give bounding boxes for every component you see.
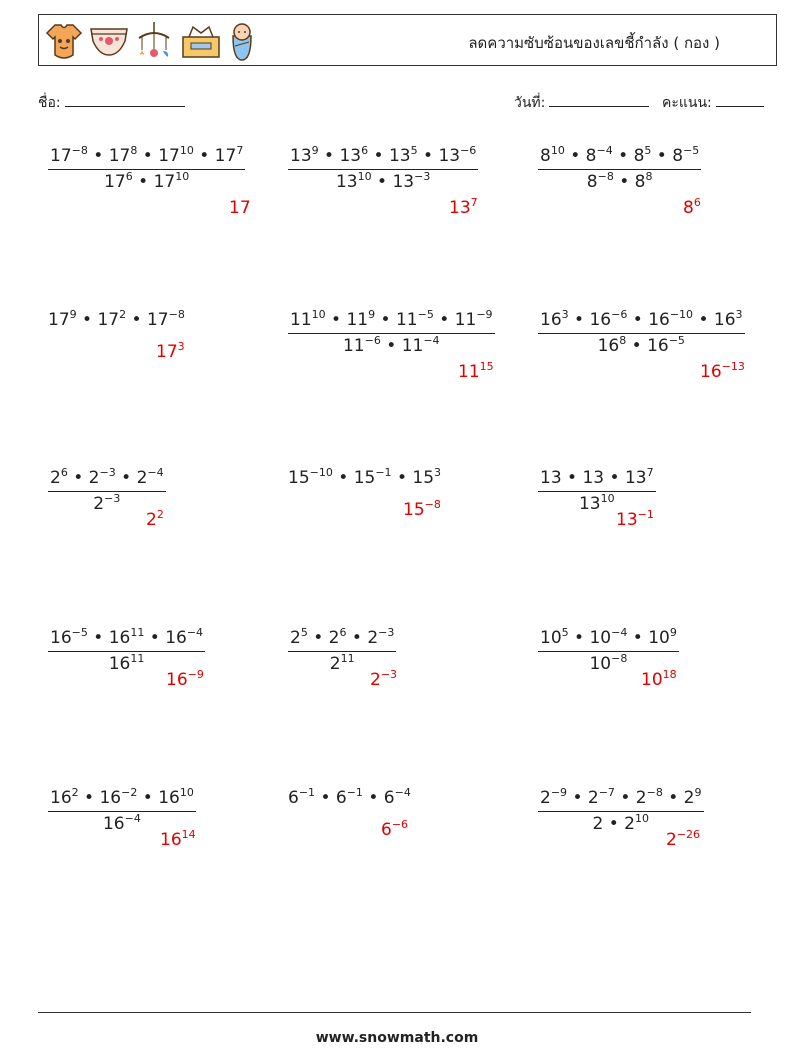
power-term: $8^5$ (633, 144, 652, 166)
problem-8 (288, 468, 441, 488)
multiply-dot: • (567, 788, 588, 808)
denominator (288, 170, 478, 192)
power-term: $10^{-8}$ (589, 652, 628, 674)
multiply-dot: • (433, 310, 455, 330)
numerator (48, 788, 196, 812)
name-field (38, 92, 185, 114)
power-term: $16^{-6}$ (589, 308, 628, 330)
power-term: $2^9$ (683, 786, 702, 808)
answer-5 (458, 362, 494, 382)
multiply-dot: • (564, 146, 586, 166)
multiply-dot: • (137, 146, 159, 166)
multiply-dot: • (67, 468, 89, 488)
multiply-dot: • (318, 146, 340, 166)
numerator (288, 310, 495, 334)
baby-bodysuit-icon (45, 21, 83, 61)
power-term: $2^{-3}$ (88, 466, 116, 488)
power-term: $13^7$ (624, 466, 654, 488)
numerator (538, 310, 745, 334)
power-term: $11^{-9}$ (454, 308, 493, 330)
expression (48, 310, 185, 330)
fraction (48, 788, 196, 834)
power-term: $16^{11}$ (108, 626, 145, 648)
multiply-dot: • (614, 788, 636, 808)
multiply-dot: • (568, 310, 590, 330)
answer-10 (166, 670, 204, 690)
power-term: $2^6$ (50, 466, 68, 488)
power-term: $13^{-3}$ (392, 170, 431, 192)
multiply-dot: • (137, 788, 159, 808)
date-field (514, 92, 649, 114)
multiply-dot: • (380, 336, 402, 356)
multiply-dot: • (651, 146, 673, 166)
power-term: $15^{-10}$ (288, 466, 333, 488)
numerator (538, 628, 679, 652)
power-term: $11^{10}$ (290, 308, 326, 330)
numerator (538, 468, 656, 492)
multiply-dot: • (362, 788, 384, 808)
diaper-icon (89, 23, 129, 59)
power-term: $17^{10}$ (153, 170, 190, 192)
power-term: $13^9$ (290, 144, 319, 166)
multiply-dot: • (417, 146, 439, 166)
power-term: $11^{-4}$ (401, 334, 440, 356)
fraction (538, 628, 679, 674)
power-term: $17^{-8}$ (146, 308, 185, 330)
power-term: $16^{-9}$ (166, 668, 204, 690)
power-term: $16^{-10}$ (648, 308, 694, 330)
multiply-dot: • (144, 628, 166, 648)
worksheet-title: ลดความซับซ้อนของเลขชี้กำลัง ( กอง ) (468, 34, 720, 52)
power-term: $2^{-9}$ (540, 786, 568, 808)
answer-9 (616, 510, 654, 530)
power-term: $2^{-26}$ (666, 828, 701, 850)
multiply-dot: • (346, 628, 368, 648)
power-term: $8^{-5}$ (672, 144, 700, 166)
power-term: $16^{-4}$ (165, 626, 204, 648)
problem-4 (48, 310, 185, 330)
power-term: $16^{-5}$ (50, 626, 88, 648)
power-term: $13^5$ (388, 144, 418, 166)
tissue-box-icon (179, 23, 223, 59)
multiply-dot: • (332, 468, 354, 488)
multiply-dot: • (126, 310, 147, 330)
footer-divider (38, 1012, 751, 1013)
power-term: $2^{-3}$ (370, 668, 398, 690)
power-term: $8^6$ (683, 196, 701, 218)
multiply-dot: • (626, 336, 648, 356)
power-term: $17^6$ (104, 170, 133, 192)
multiply-dot: • (627, 310, 649, 330)
answer-12 (641, 670, 677, 690)
multiply-dot: • (627, 628, 649, 648)
power-term: $13^{-6}$ (438, 144, 477, 166)
denominator (288, 334, 495, 356)
answer-6 (700, 362, 745, 382)
fraction (288, 310, 495, 356)
multiply-dot: • (115, 468, 137, 488)
score-blank[interactable] (716, 92, 764, 107)
numerator (48, 468, 166, 492)
multiply-dot: • (561, 468, 583, 488)
power-term: $16^{-4}$ (102, 812, 141, 834)
power-term: $16^{-2}$ (99, 786, 138, 808)
worksheet-header (38, 14, 777, 66)
expression (288, 788, 411, 808)
denominator (48, 170, 245, 192)
power-term: $15^{-8}$ (403, 498, 441, 520)
power-term: $2^{11}$ (329, 652, 355, 674)
power-term: $2^{-3}$ (93, 492, 121, 514)
multiply-dot: • (315, 788, 336, 808)
numerator (288, 628, 396, 652)
problem-10 (48, 628, 205, 674)
power-term: $2^{-3}$ (367, 626, 395, 648)
baby-mobile-icon (135, 20, 173, 62)
power-term: 2 (592, 814, 604, 834)
problem-13 (48, 788, 196, 834)
numerator (538, 788, 704, 812)
score-field (662, 92, 764, 114)
multiply-dot: • (87, 628, 109, 648)
power-term: $16^{10}$ (158, 786, 194, 808)
date-label: วันที่: (514, 95, 546, 111)
answer-7 (146, 510, 164, 530)
denominator (538, 170, 701, 192)
power-term: $15^3$ (412, 466, 442, 488)
denominator (538, 334, 745, 356)
multiply-dot: • (78, 788, 100, 808)
fraction (48, 628, 205, 674)
power-term: $2^{-7}$ (587, 786, 615, 808)
power-term: $13^{10}$ (578, 492, 615, 514)
power-term: $16^3$ (713, 308, 743, 330)
multiply-dot: • (371, 172, 393, 192)
answer-1 (229, 198, 251, 218)
power-term: $13^{-1}$ (616, 508, 654, 530)
header-icons (45, 19, 255, 63)
power-term: $10^9$ (648, 626, 677, 648)
problem-3 (538, 146, 701, 192)
power-term: $17^9$ (48, 308, 77, 330)
answer-14 (381, 820, 408, 840)
numerator (538, 146, 701, 170)
power-term: $8^{10}$ (540, 144, 565, 166)
multiply-dot: • (307, 628, 329, 648)
multiply-dot: • (325, 310, 347, 330)
power-term: $10^5$ (540, 626, 569, 648)
swaddled-baby-icon (229, 20, 255, 62)
multiply-dot: • (76, 310, 98, 330)
power-term: $10^{-4}$ (589, 626, 628, 648)
power-term: $16^3$ (540, 308, 569, 330)
power-term: $16^{-5}$ (647, 334, 685, 356)
footer-url: www.snowmath.com (315, 1030, 479, 1046)
multiply-dot: • (87, 146, 109, 166)
numerator (48, 146, 245, 170)
power-term: $6^{-6}$ (381, 818, 409, 840)
power-term: $16^{11}$ (108, 652, 145, 674)
date-blank[interactable] (549, 92, 649, 107)
power-term: $8^{-4}$ (585, 144, 613, 166)
score-label: คะแนน: (662, 95, 712, 111)
power-term: $11^{-6}$ (342, 334, 381, 356)
problem-2 (288, 146, 478, 192)
power-term: $11^{-5}$ (395, 308, 434, 330)
power-term: $2^{-8}$ (635, 786, 663, 808)
power-term: $6^{-1}$ (335, 786, 363, 808)
numerator (48, 628, 205, 652)
power-term: $17^3$ (156, 340, 185, 362)
power-term: $16^{14}$ (160, 828, 196, 850)
fraction (288, 146, 478, 192)
fraction (48, 146, 245, 192)
answer-8 (403, 500, 441, 520)
power-term: $16^8$ (597, 334, 627, 356)
multiply-dot: • (612, 146, 634, 166)
power-term: $17^2$ (97, 308, 127, 330)
fraction (48, 468, 166, 514)
multiply-dot: • (568, 628, 590, 648)
multiply-dot: • (604, 468, 625, 488)
multiply-dot: • (662, 788, 684, 808)
multiply-dot: • (375, 310, 396, 330)
answer-4 (156, 342, 185, 362)
power-term: 13 (540, 468, 562, 488)
power-term: $17^{10}$ (158, 144, 194, 166)
fraction (538, 146, 701, 192)
power-term: $16^{-13}$ (700, 360, 745, 382)
power-term: $2^5$ (290, 626, 308, 648)
name-label: ชื่อ: (38, 95, 61, 111)
multiply-dot: • (693, 310, 714, 330)
power-term: 17 (229, 198, 251, 218)
power-term: $2^2$ (146, 508, 164, 530)
problem-1 (48, 146, 245, 192)
power-term: $17^{-8}$ (50, 144, 88, 166)
power-term: $17^8$ (108, 144, 138, 166)
power-term: $2^{-4}$ (136, 466, 164, 488)
expression (288, 468, 441, 488)
power-term: $13^7$ (449, 196, 478, 218)
answer-3 (683, 198, 701, 218)
power-term: $10^{18}$ (641, 668, 677, 690)
power-term: $6^{-4}$ (383, 786, 411, 808)
name-blank[interactable] (65, 92, 185, 107)
power-term: $17^7$ (214, 144, 244, 166)
answer-2 (449, 198, 478, 218)
problem-7 (48, 468, 166, 514)
multiply-dot: • (603, 814, 625, 834)
fraction (538, 310, 745, 356)
numerator (288, 146, 478, 170)
power-term: $6^{-1}$ (288, 786, 316, 808)
multiply-dot: • (391, 468, 413, 488)
answer-11 (370, 670, 397, 690)
power-term: $2^{10}$ (624, 812, 649, 834)
power-term: 13 (582, 468, 605, 488)
multiply-dot: • (613, 172, 635, 192)
multiply-dot: • (368, 146, 389, 166)
power-term: $11^9$ (346, 308, 376, 330)
problem-6 (538, 310, 745, 356)
answer-13 (160, 830, 196, 850)
power-term: $15^{-1}$ (353, 466, 392, 488)
power-term: $11^{15}$ (458, 360, 494, 382)
power-term: $16^2$ (50, 786, 79, 808)
multiply-dot: • (193, 146, 215, 166)
problem-5 (288, 310, 495, 356)
power-term: $13^{10}$ (335, 170, 372, 192)
multiply-dot: • (132, 172, 154, 192)
power-term: $8^8$ (634, 170, 653, 192)
problem-14 (288, 788, 411, 808)
answer-15 (666, 830, 700, 850)
power-term: $2^6$ (328, 626, 347, 648)
power-term: $8^{-8}$ (586, 170, 614, 192)
power-term: $13^6$ (339, 144, 369, 166)
problem-12 (538, 628, 679, 674)
